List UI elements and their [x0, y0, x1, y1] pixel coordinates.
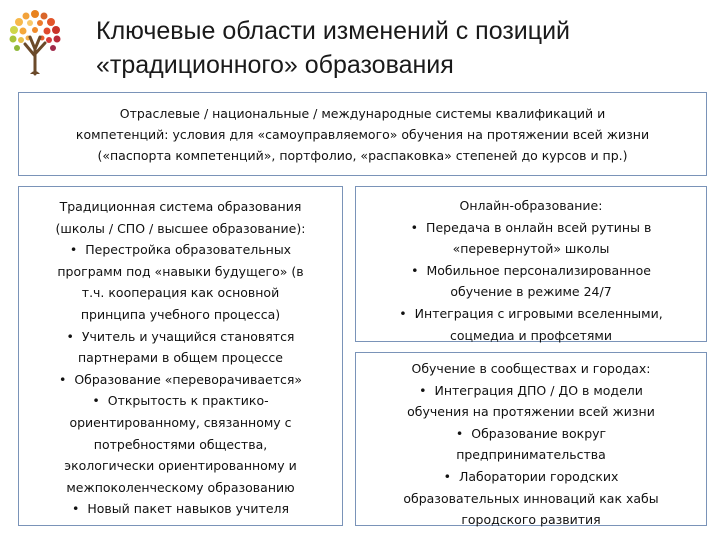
bullet-continuation: обучение в режиме 24/7: [450, 284, 612, 300]
bullet-item: • Образование «переворачивается»: [27, 369, 334, 391]
online-education-box: [355, 186, 707, 342]
slide-title: [96, 14, 696, 82]
bullet-item: • Лаборатории городских: [362, 466, 700, 488]
box-text-line: компетенций: условия для «самоуправляемого» обучения на протяжении всей жизни: [75, 127, 650, 142]
bullet-continuation: программ под «навыки будущего» (в: [57, 263, 304, 279]
bullet-continuation: т.ч. кооперация как основной: [81, 285, 280, 301]
qualification-systems-box: [18, 92, 707, 176]
bullet-item: • Мобильное персонализированное: [362, 260, 700, 282]
community-learning-box: [355, 352, 707, 526]
box-heading-line: Традиционная система образования: [59, 199, 302, 214]
bullet-item: • Открытость к практико-: [27, 390, 334, 412]
bullet-continuation: образовательных инноваций как хабы: [403, 490, 659, 506]
bullet-continuation: «перевернутой» школы: [452, 241, 610, 257]
bullet-item: • Образование вокруг: [362, 423, 700, 445]
box-heading-line: (школы / СПО / высшее образование):: [55, 220, 306, 236]
bullet-continuation: потребностями общества,: [93, 436, 268, 452]
bullet-continuation: межпоколенческому образованию: [66, 479, 295, 495]
bullet-continuation: партнерами в общем процессе: [78, 350, 283, 366]
bullet-continuation: предпринимательства: [456, 447, 606, 463]
traditional-education-box: [18, 186, 343, 526]
bullet-continuation: экологически ориентированному и: [64, 458, 297, 474]
title-line: «традиционного» образования: [96, 51, 454, 79]
bullet-item: • Интеграция с игровыми вселенными,: [362, 303, 700, 325]
bullet-item: • Интеграция ДПО / ДО в модели: [362, 380, 700, 402]
bullet-continuation: обучения на протяжении всей жизни: [407, 404, 655, 420]
box-heading-line: Обучение в сообществах и городах:: [411, 361, 651, 376]
bullet-item: • Перестройка образовательных: [27, 239, 334, 261]
bullet-continuation: городского развития: [461, 512, 601, 528]
box-text-line: («паспорта компетенций», портфолио, «распаковка» степеней до курсов и пр.): [97, 148, 628, 163]
bullet-item: • Передача в онлайн всей рутины в: [362, 217, 700, 239]
box-text-line: Отраслевые / национальные / международные системы квалификаций и: [119, 106, 606, 121]
tree-logo-icon: [4, 4, 66, 76]
bullet-continuation: ориентированному, связанному с: [69, 414, 292, 430]
box-heading-line: Онлайн-образование:: [459, 198, 603, 213]
bullet-continuation: соцмедиа и профсетями: [449, 327, 612, 343]
bullet-continuation: принципа учебного процесса): [80, 306, 281, 322]
bullet-item: • Учитель и учащийся становятся: [27, 326, 334, 348]
bullet-item: • Новый пакет навыков учителя: [27, 498, 334, 520]
title-line: Ключевые области изменений с позиций: [96, 17, 571, 45]
